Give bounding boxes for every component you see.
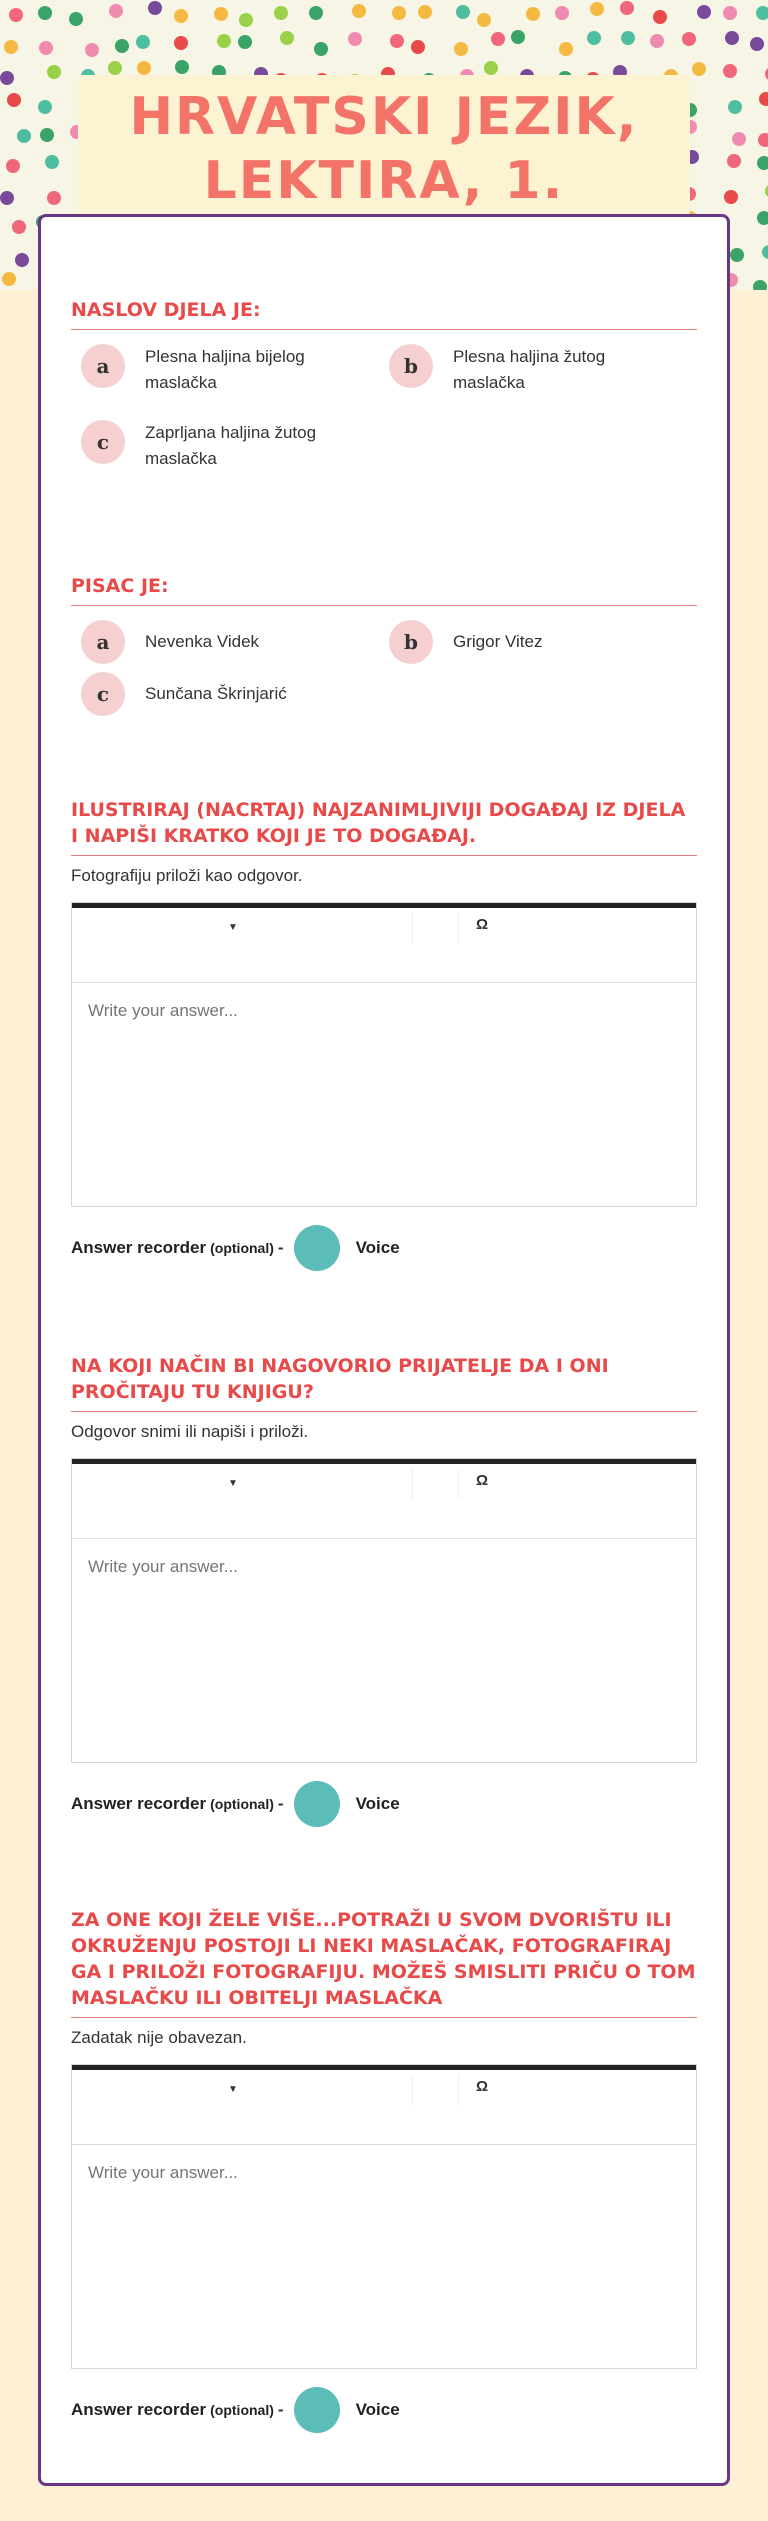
confetti-dot <box>511 30 525 44</box>
confetti-dot <box>175 60 189 74</box>
option-c[interactable] <box>81 420 381 472</box>
confetti-dot <box>15 253 29 267</box>
confetti-dot <box>491 32 505 46</box>
page-title: HRVATSKI JEZIK, LEKTIRA, 1. <box>129 87 639 211</box>
question-title: NASLOV DJELA JE: <box>71 297 697 330</box>
dropdown-caret-icon[interactable]: ▼ <box>228 922 238 933</box>
confetti-dot <box>728 100 742 114</box>
recorder-dash: - <box>277 2400 284 2419</box>
rich-text-editor <box>71 902 697 1207</box>
question-5 <box>71 1907 697 2433</box>
confetti-dot <box>477 13 491 27</box>
confetti-dot <box>7 93 21 107</box>
voice-label: Voice <box>355 1794 400 1813</box>
option-letter: a <box>81 344 125 388</box>
recorder-optional: (optional) <box>210 1240 274 1256</box>
title-banner <box>78 75 690 215</box>
toolbar-divider <box>412 1469 413 1499</box>
confetti-dot <box>753 280 767 290</box>
recorder-optional: (optional) <box>210 2402 274 2418</box>
option-text: Plesna haljina bijelog maslačka <box>145 347 305 392</box>
answer-input[interactable] <box>72 1539 696 1757</box>
special-character-button[interactable]: Ω <box>476 2078 489 2095</box>
confetti-dot <box>6 159 20 173</box>
confetti-dot <box>108 61 122 75</box>
confetti-dot <box>484 61 498 75</box>
editor-toolbar <box>72 2065 696 2145</box>
worksheet-card <box>38 214 730 2486</box>
confetti-dot <box>723 6 737 20</box>
question-1 <box>71 297 697 484</box>
option-text: Zaprljana haljina žutog maslačka <box>145 423 317 468</box>
confetti-dot <box>757 156 768 170</box>
option-letter: b <box>389 344 433 388</box>
toolbar-divider <box>412 913 413 943</box>
rich-text-editor <box>71 2064 697 2369</box>
recorder-dash: - <box>277 1794 284 1813</box>
confetti-dot <box>620 1 634 15</box>
confetti-dot <box>390 34 404 48</box>
record-button[interactable] <box>294 2387 340 2433</box>
confetti-dot <box>732 132 746 146</box>
confetti-dot <box>39 41 53 55</box>
answer-recorder <box>71 1781 697 1827</box>
confetti-dot <box>759 92 768 106</box>
answer-recorder <box>71 1225 697 1271</box>
confetti-dot <box>730 248 744 262</box>
recorder-label: Answer recorder <box>71 1794 207 1813</box>
confetti-dot <box>109 4 123 18</box>
option-letter: c <box>81 420 125 464</box>
confetti-dot <box>411 40 425 54</box>
confetti-dot <box>559 42 573 56</box>
options-list <box>71 344 697 484</box>
confetti-dot <box>697 5 711 19</box>
question-subtitle: Fotografiju priloži kao odgovor. <box>71 866 303 885</box>
answer-input[interactable] <box>72 2145 696 2363</box>
editor-toolbar <box>72 903 696 983</box>
confetti-dot <box>650 34 664 48</box>
confetti-dot <box>136 35 150 49</box>
option-b[interactable] <box>389 344 689 396</box>
confetti-dot <box>724 190 738 204</box>
editor-toolbar <box>72 1459 696 1539</box>
option-a[interactable] <box>81 620 381 664</box>
confetti-dot <box>587 31 601 45</box>
confetti-dot <box>174 9 188 23</box>
confetti-dot <box>621 31 635 45</box>
confetti-dot <box>85 43 99 57</box>
confetti-dot <box>280 31 294 45</box>
confetti-dot <box>45 155 59 169</box>
answer-recorder <box>71 2387 697 2433</box>
confetti-dot <box>38 100 52 114</box>
confetti-dot <box>756 6 768 20</box>
recorder-optional: (optional) <box>210 1796 274 1812</box>
confetti-dot <box>456 5 470 19</box>
question-4 <box>71 1353 697 1827</box>
toolbar-divider <box>458 913 459 943</box>
confetti-dot <box>217 34 231 48</box>
confetti-dot <box>762 245 768 259</box>
confetti-dot <box>352 4 366 18</box>
confetti-dot <box>0 71 14 85</box>
dropdown-caret-icon[interactable]: ▼ <box>228 2084 238 2095</box>
question-title: ZA ONE KOJI ŽELE VIŠE...POTRAŽI U SVOM DVORIŠTU ILI OKRUŽENJU POSTOJI LI NEKI MASLAČAK, FOTOGRAFIRAJ GA I PRILOŽI FOTOGRAFIJU. MOŽEŠ SMISLITI PRIČU O TOM MASLAČKU ILI OBITELJI MASLAČKA <box>71 1907 697 2018</box>
option-letter: b <box>389 620 433 664</box>
special-character-button[interactable]: Ω <box>476 1472 489 1489</box>
options-list <box>71 620 697 720</box>
toolbar-divider <box>458 2075 459 2105</box>
option-text: Nevenka Videk <box>145 632 260 651</box>
confetti-dot <box>692 62 706 76</box>
confetti-dot <box>727 154 741 168</box>
confetti-dot <box>274 6 288 20</box>
confetti-dot <box>555 6 569 20</box>
question-title: PISAC JE: <box>71 573 697 606</box>
question-2 <box>71 573 697 720</box>
confetti-dot <box>723 64 737 78</box>
confetti-dot <box>682 32 696 46</box>
confetti-dot <box>115 39 129 53</box>
confetti-dot <box>2 272 16 286</box>
record-button[interactable] <box>294 1781 340 1827</box>
option-letter: c <box>81 672 125 716</box>
confetti-dot <box>348 32 362 46</box>
answer-input[interactable] <box>72 983 696 1201</box>
special-character-button[interactable]: Ω <box>476 916 489 933</box>
voice-label: Voice <box>355 2400 400 2419</box>
confetti-dot <box>38 6 52 20</box>
recorder-label: Answer recorder <box>71 1238 207 1257</box>
confetti-dot <box>757 211 768 225</box>
toolbar-divider <box>412 2075 413 2105</box>
voice-label: Voice <box>355 1238 400 1257</box>
question-subtitle: Odgovor snimi ili napiši i priloži. <box>71 1422 309 1441</box>
confetti-dot <box>17 129 31 143</box>
confetti-dot <box>526 7 540 21</box>
confetti-dot <box>309 6 323 20</box>
question-title: NA KOJI NAČIN BI NAGOVORIO PRIJATELJE DA I ONI PROČITAJU TU KNJIGU? <box>71 1353 697 1412</box>
confetti-dot <box>69 12 83 26</box>
option-text: Plesna haljina žutog maslačka <box>453 347 606 392</box>
confetti-dot <box>148 1 162 15</box>
option-text: Sunčana Škrinjarić <box>145 684 287 703</box>
confetti-dot <box>418 5 432 19</box>
confetti-dot <box>12 220 26 234</box>
question-title: ILUSTRIRAJ (NACRTAJ) NAJZANIMLJIVIJI DOGAĐAJ IZ DJELA I NAPIŠI KRATKO KOJI JE TO DOGAĐAJ. <box>71 797 697 856</box>
question-3 <box>71 797 697 1271</box>
record-button[interactable] <box>294 1225 340 1271</box>
confetti-dot <box>4 40 18 54</box>
rich-text-editor <box>71 1458 697 1763</box>
confetti-dot <box>758 133 768 147</box>
confetti-dot <box>137 61 151 75</box>
confetti-dot <box>238 35 252 49</box>
confetti-dot <box>314 42 328 56</box>
confetti-dot <box>47 65 61 79</box>
confetti-dot <box>239 13 253 27</box>
option-c[interactable] <box>81 672 381 716</box>
confetti-dot <box>392 6 406 20</box>
confetti-dot <box>454 42 468 56</box>
recorder-label: Answer recorder <box>71 2400 207 2419</box>
confetti-dot <box>653 10 667 24</box>
confetti-dot <box>40 128 54 142</box>
option-letter: a <box>81 620 125 664</box>
confetti-dot <box>0 191 14 205</box>
confetti-dot <box>9 8 23 22</box>
recorder-dash: - <box>277 1238 284 1257</box>
toolbar-divider <box>458 1469 459 1499</box>
confetti-dot <box>750 37 764 51</box>
confetti-dot <box>214 7 228 21</box>
option-b[interactable] <box>389 620 689 664</box>
confetti-dot <box>590 2 604 16</box>
confetti-dot <box>174 36 188 50</box>
dropdown-caret-icon[interactable]: ▼ <box>228 1478 238 1489</box>
option-a[interactable] <box>81 344 381 396</box>
confetti-dot <box>47 191 61 205</box>
confetti-dot <box>725 31 739 45</box>
option-text: Grigor Vitez <box>453 632 543 651</box>
question-subtitle: Zadatak nije obavezan. <box>71 2028 247 2047</box>
